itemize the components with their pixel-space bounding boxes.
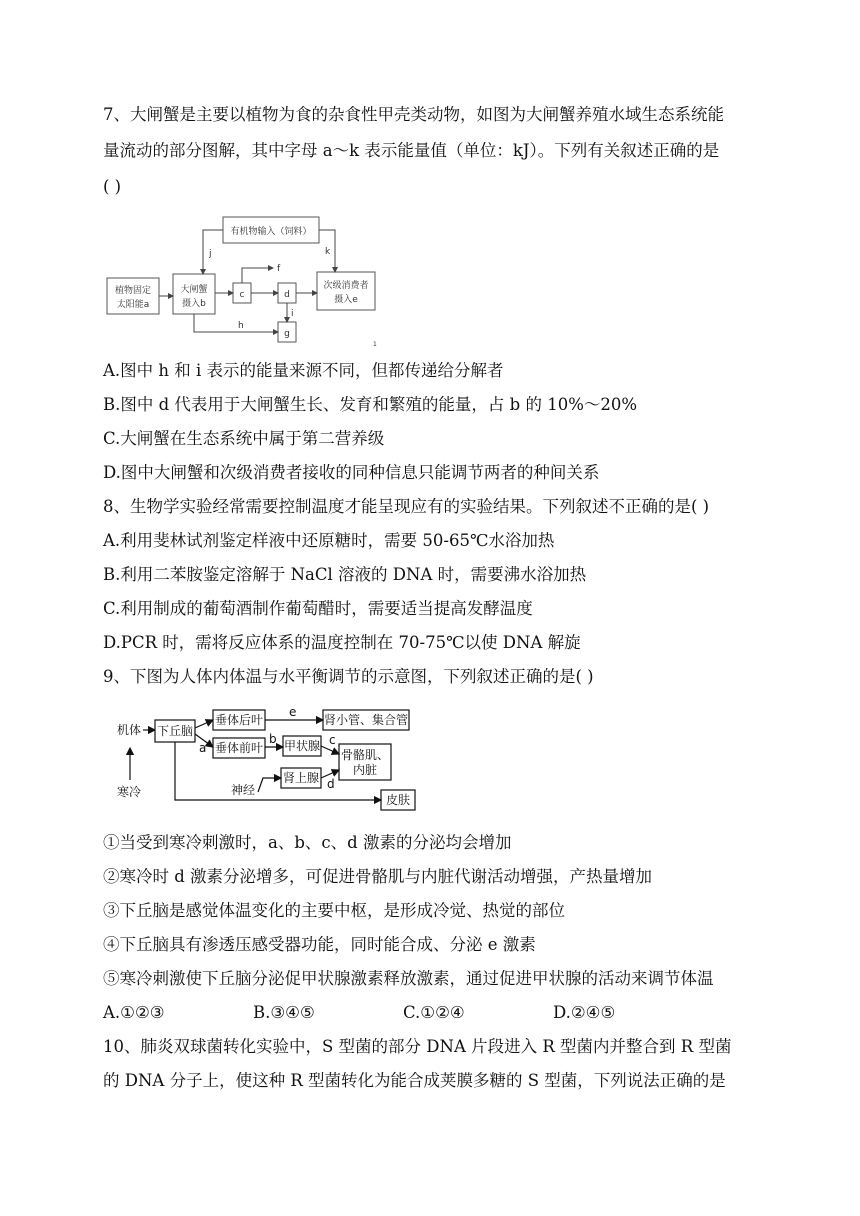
q9-option-c: C.①②④ [403,1003,465,1022]
q7-option-d: D.图中大闸蟹和次级消费者接收的同种信息只能调节两者的种间关系 [103,463,600,482]
q8-option-c: C.利用制成的葡萄酒制作葡萄醋时，需要适当提高发酵温度 [103,599,533,618]
svg-text:h: h [238,321,244,331]
q7-option-c: C.大闸蟹在生态系统中属于第二营养级 [103,429,385,448]
svg-text:骨骼肌、: 骨骼肌、 [340,748,390,762]
q7-stem-line1: 7、大闸蟹是主要以植物为食的杂食性甲壳类动物，如图为大闸蟹养殖水域生态系统能 [103,105,724,124]
svg-text:d: d [284,290,290,300]
svg-text:j: j [209,249,212,259]
svg-text:皮肤: 皮肤 [385,793,411,807]
svg-text:b: b [269,732,277,746]
svg-text:f: f [277,264,281,274]
q9-statement-2: ②寒冷时 d 激素分泌增多，可促进骨骼肌与内脏代谢活动增强，产热量增加 [103,867,653,886]
svg-text:c: c [239,290,245,300]
q7-stem-line2: 量流动的部分图解，其中字母 a～k 表示能量值（单位：kJ）。下列有关叙述正确的是 [103,141,720,160]
q9-statement-5: ⑤寒冷刺激使下丘脑分泌促甲状腺激素释放激素，通过促进甲状腺的活动来调节体温 [103,969,714,988]
svg-text:k: k [325,247,331,257]
svg-text:甲状腺: 甲状腺 [283,739,321,753]
q9-statement-1: ①当受到寒冷刺激时，a、b、c、d 激素的分泌均会增加 [103,833,512,852]
svg-text:肾小管、集合管: 肾小管、集合管 [323,713,409,727]
svg-text:神经: 神经 [231,783,256,797]
q8-stem: 8、生物学实验经常需要控制温度才能呈现应有的实验结果。下列叙述不正确的是( ) [103,497,710,516]
svg-text:摄入e: 摄入e [334,295,358,305]
svg-text:肾上腺: 肾上腺 [282,771,320,785]
energy-flow-diagram [103,212,393,348]
q10-stem-line2: 的 DNA 分子上，使这种 R 型菌转化为能合成荚膜多糖的 S 型菌，下列说法正确的是 [103,1071,726,1090]
svg-text:次级消费者: 次级消费者 [323,281,369,291]
svg-text:大闸蟹: 大闸蟹 [180,285,208,295]
q8-option-b: B.利用二苯胺鉴定溶解于 NaCl 溶液的 DNA 时，需要沸水浴加热 [103,565,587,584]
svg-text:摄入b: 摄入b [182,299,206,309]
q8-option-a: A.利用斐林试剂鉴定样液中还原糖时，需要 50-65℃水浴加热 [103,531,555,550]
q7-stem-line3: ( ) [103,177,122,196]
q9-option-d: D.②④⑤ [553,1003,616,1022]
feed-input-label: 有机物输入（饲料） [230,227,312,237]
q10-stem-line1: 10、肺炎双球菌转化实验中，S 型菌的部分 DNA 片段进入 R 型菌内并整合到 R 型菌 [103,1037,732,1056]
q7-option-b: B.图中 d 代表用于大闸蟹生长、发育和繁殖的能量，占 b 的 10%～20% [103,395,638,414]
q9-statement-4: ④下丘脑具有渗透压感受器功能，同时能合成、分泌 e 激素 [103,935,536,954]
body-label: 机体 [117,723,142,737]
svg-text:垂体前叶: 垂体前叶 [214,741,264,755]
svg-text:植物固定: 植物固定 [114,286,152,296]
svg-text:垂体后叶: 垂体后叶 [214,713,264,727]
q9-stem: 9、下图为人体内体温与水平衡调节的示意图，下列叙述正确的是( ) [103,667,594,686]
svg-text:c: c [329,733,336,747]
svg-text:1: 1 [373,341,377,348]
q8-option-d: D.PCR 时，需将反应体系的温度控制在 70-75℃以使 DNA 解旋 [103,633,581,652]
svg-text:e: e [289,705,297,719]
q9-options [103,1002,615,1024]
svg-text:i: i [291,309,294,319]
svg-text:太阳能a: 太阳能a [116,300,150,310]
svg-text:g: g [284,329,290,339]
cold-label: 寒冷 [117,785,142,799]
q7-option-a: A.图中 h 和 i 表示的能量来源不同，但都传递给分解者 [103,361,504,380]
q9-option-a: A.①②③ [103,1003,165,1022]
q9-option-b: B.③④⑤ [253,1003,315,1022]
q9-statement-3: ③下丘脑是感觉体温变化的主要中枢，是形成冷觉、热觉的部位 [103,901,565,920]
thermoregulation-diagram [103,702,423,818]
svg-text:下丘脑: 下丘脑 [156,724,194,738]
svg-text:内脏: 内脏 [352,763,378,777]
svg-text:a: a [199,741,207,755]
svg-text:d: d [327,777,335,791]
